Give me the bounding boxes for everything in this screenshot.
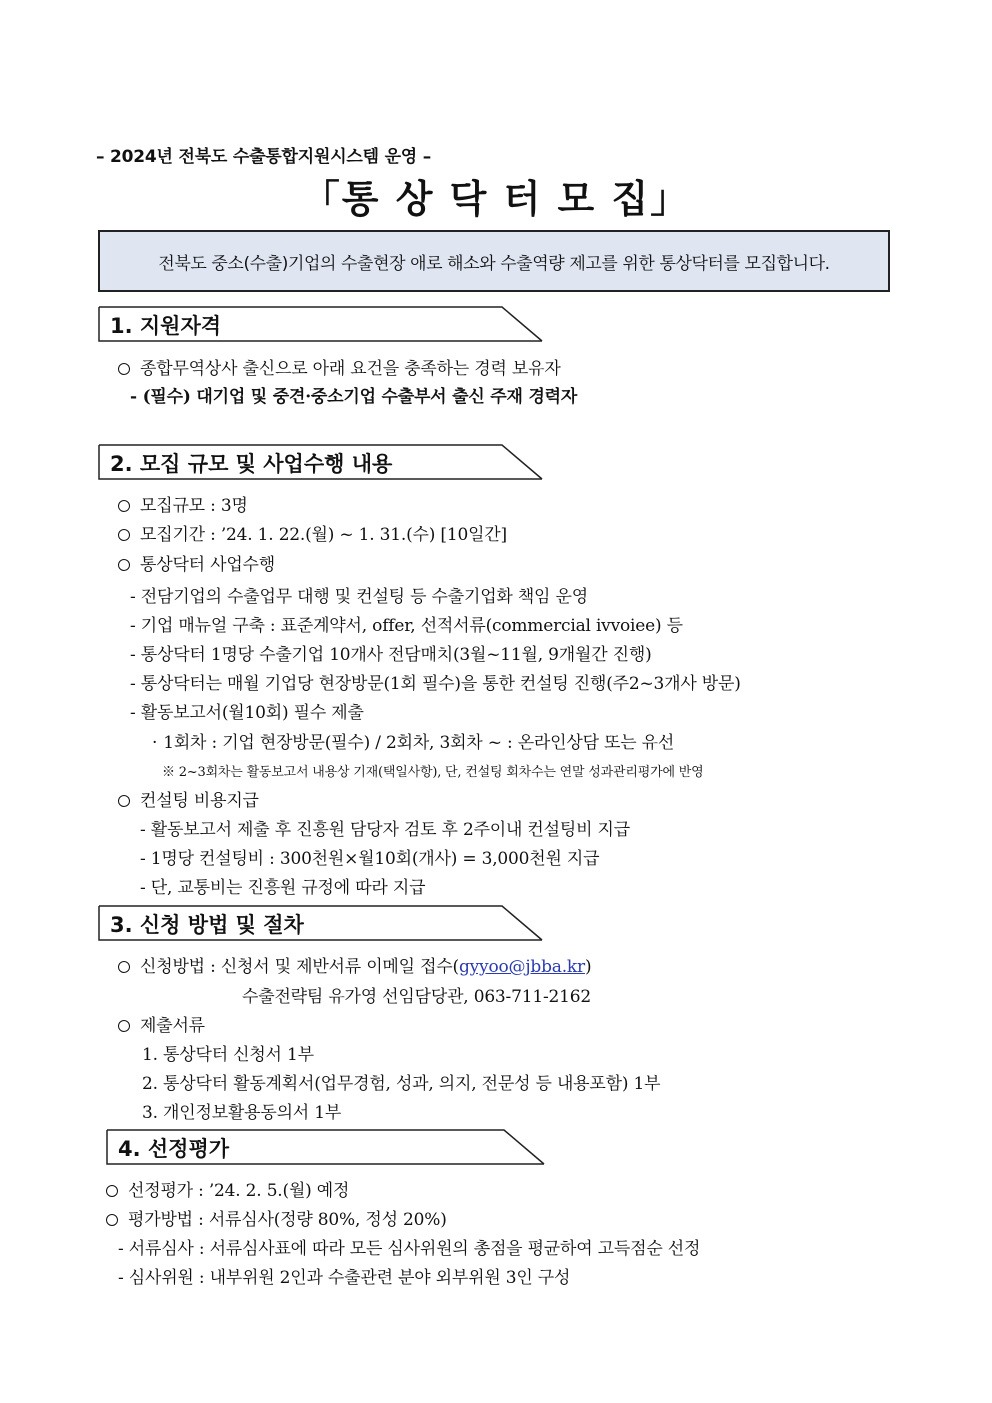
intro-box xyxy=(98,230,890,292)
circle-bullet-icon xyxy=(118,961,130,973)
s4-bullet-2-text: 평가방법 : 서류심사(정량 80%, 정성 20%) xyxy=(128,1210,447,1230)
intro-text: 전북도 중소(수출)기업의 수출현장 애로 해소와 수출역량 제고를 위한 통상닥터를 모집합니다. xyxy=(158,253,830,274)
s3-bullet-1-text: 신청방법 : 신청서 및 제반서류 이메일 접수( xyxy=(140,957,459,977)
s4-bullet-1 xyxy=(106,1176,349,1201)
s2-bullet-2 xyxy=(118,520,507,545)
s2-detail-4: - 통상닥터는 매월 기업당 현장방문(1회 필수)을 통한 컨설팅 진행(주2~3개사 방문) xyxy=(130,674,741,694)
section-3-title: 3. 신청 방법 및 절차 xyxy=(110,913,304,937)
document-title: 「통 상 닥 터 모 집」 xyxy=(301,177,691,221)
middle-dot-bullet: · xyxy=(152,733,158,753)
section-2-title: 2. 모집 규모 및 사업수행 내용 xyxy=(110,452,393,476)
section-3-header xyxy=(98,905,544,941)
section-4-header xyxy=(106,1129,546,1165)
s3-bullet-1 xyxy=(118,952,591,977)
s3-doc-3: 3. 개인정보활용동의서 1부 xyxy=(142,1103,342,1123)
s2-detail-6-text: 1회차 : 기업 현장방문(필수) / 2회차, 3회차 ~ : 온라인상담 또는 유선 xyxy=(163,733,675,753)
s2-detail-6 xyxy=(152,728,674,753)
s2-bullet-4-text: 컨설팅 비용지급 xyxy=(140,791,259,811)
s2-bullet-2-text: 모집기간 : ’24. 1. 22.(월) ~ 1. 31.(수) [10일간] xyxy=(140,525,507,545)
s4-detail-2: - 심사위원 : 내부위원 2인과 수출관련 분야 외부위원 3인 구성 xyxy=(118,1268,571,1288)
s2-detail-3: - 통상닥터 1명당 수출기업 10개사 전담매치(3월~11월, 9개월간 진행) xyxy=(130,645,652,665)
s3-bullet-2-text: 제출서류 xyxy=(140,1016,205,1036)
s2-payment-2: - 1명당 컨설팅비 : 300천원×월10회(개사) = 3,000천원 지급 xyxy=(140,849,600,869)
s2-detail-2: - 기업 매뉴얼 구축 : 표준계약서, offer, 선적서류(commercial ivvoiee) 등 xyxy=(130,616,683,636)
s4-bullet-1-text: 선정평가 : ’24. 2. 5.(월) 예정 xyxy=(128,1181,350,1201)
s2-bullet-4 xyxy=(118,786,259,811)
s2-bullet-1 xyxy=(118,491,248,516)
circle-bullet-icon xyxy=(118,1020,130,1032)
document-subtitle: – 2024년 전북도 수출통합지원시스템 운영 – xyxy=(96,147,432,167)
circle-bullet-icon xyxy=(106,1185,118,1197)
s4-detail-1: - 서류심사 : 서류심사표에 따라 모든 심사위원의 총점을 평균하여 고득점순 선정 xyxy=(118,1239,701,1259)
s2-payment-3: - 단, 교통비는 진흥원 규정에 따라 지급 xyxy=(140,878,426,898)
section-2-header xyxy=(98,444,544,480)
s2-bullet-3-text: 통상닥터 사업수행 xyxy=(140,555,275,575)
s1-bullet-1-text: 종합무역상사 출신으로 아래 요건을 충족하는 경력 보유자 xyxy=(140,359,561,379)
contact-email-link[interactable]: gyyoo@jbba.kr xyxy=(458,957,585,977)
s2-payment-1: - 활동보고서 제출 후 진흥원 담당자 검토 후 2주이내 컨설팅비 지급 xyxy=(140,820,630,840)
s3-doc-2: 2. 통상닥터 활동계획서(업무경험, 성과, 의지, 전문성 등 내용포함) 1부 xyxy=(142,1074,661,1094)
s2-bullet-3 xyxy=(118,550,275,575)
s4-bullet-2 xyxy=(106,1205,447,1230)
section-1-header xyxy=(98,306,544,342)
s3-bullet-1-suffix: ) xyxy=(584,957,592,977)
circle-bullet-icon xyxy=(118,795,130,807)
circle-bullet-icon xyxy=(118,559,130,571)
circle-bullet-icon xyxy=(118,529,130,541)
s2-note: ※ 2~3회차는 활동보고서 내용상 기재(택일사항), 단, 컨설팅 회차수는 연말 성과관리평가에 반영 xyxy=(162,765,704,780)
s1-bullet-1 xyxy=(118,354,561,379)
circle-bullet-icon xyxy=(118,500,130,512)
s1-sub-1: - (필수) 대기업 및 중견·중소기업 수출부서 출신 주재 경력자 xyxy=(130,387,578,407)
section-4-title: 4. 선정평가 xyxy=(118,1137,230,1161)
s2-detail-5: - 활동보고서(월10회) 필수 제출 xyxy=(130,703,364,723)
s3-doc-1: 1. 통상닥터 신청서 1부 xyxy=(142,1045,314,1065)
s3-bullet-2 xyxy=(118,1011,205,1036)
s2-bullet-1-text: 모집규모 : 3명 xyxy=(140,496,248,516)
circle-bullet-icon xyxy=(106,1214,118,1226)
s2-detail-1: - 전담기업의 수출업무 대행 및 컨설팅 등 수출기업화 책임 운영 xyxy=(130,587,588,607)
s3-contact: 수출전략팀 유가영 선임담당관, 063-711-2162 xyxy=(242,987,591,1007)
circle-bullet-icon xyxy=(118,363,130,375)
section-1-title: 1. 지원자격 xyxy=(110,314,222,338)
